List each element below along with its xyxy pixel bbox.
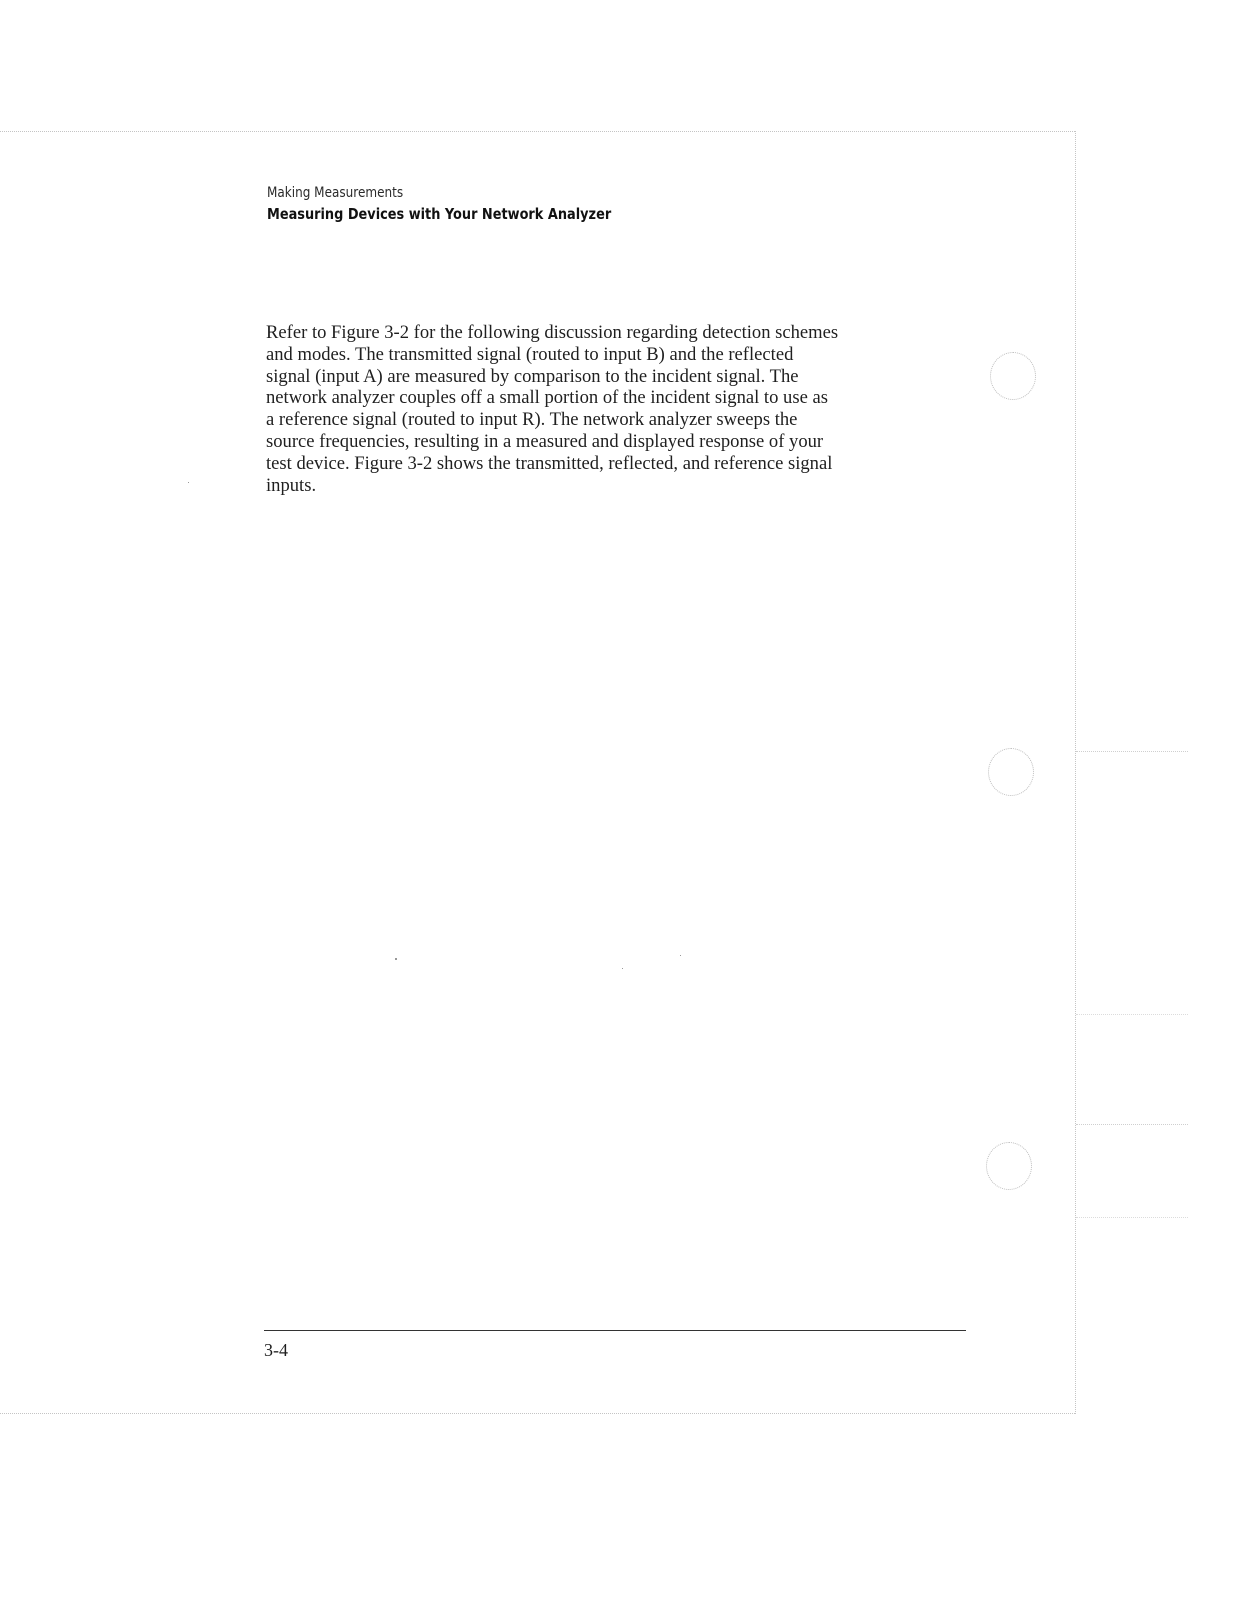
paragraph-line: network analyzer couples off a small portion of the incident signal to use as	[266, 387, 828, 409]
binder-hole-icon	[990, 352, 1036, 400]
page-trim-bottom	[0, 1413, 1075, 1414]
page-trim-right	[1075, 131, 1076, 1414]
page-title: Measuring Devices with Your Network Analyzer	[267, 205, 612, 223]
scan-speck	[188, 482, 189, 483]
paragraph-line: Refer to Figure 3-2 for the following discussion regarding detection schemes	[266, 322, 839, 343]
paragraph-line: inputs.	[266, 474, 317, 496]
tab-divider-line	[1076, 1217, 1188, 1218]
section-name: Making Measurements	[267, 185, 404, 201]
binder-hole-icon	[986, 1142, 1032, 1190]
scan-speck	[680, 955, 681, 956]
footer-rule	[264, 1330, 966, 1331]
scan-speck	[395, 958, 397, 960]
paragraph-line: test device. Figure 3-2 shows the transmitted, reflected, and reference signal	[266, 452, 833, 474]
body-paragraph	[266, 322, 966, 496]
paragraph-line: and modes. The transmitted signal (routed to input B) and the reflected	[266, 343, 794, 365]
page-number: 3-4	[264, 1340, 288, 1360]
paragraph-line: signal (input A) are measured by comparison to the incident signal. The	[266, 365, 799, 387]
tab-divider-line	[1076, 1014, 1188, 1015]
tab-divider-line	[1076, 751, 1188, 752]
tab-divider-line	[1076, 1124, 1188, 1125]
page-trim-top	[0, 131, 1075, 132]
binder-hole-icon	[988, 748, 1034, 796]
paragraph-line: source frequencies, resulting in a measured and displayed response of your	[266, 430, 824, 452]
running-header	[267, 184, 667, 224]
scan-speck	[622, 968, 623, 969]
paragraph-line: a reference signal (routed to input R). The network analyzer sweeps the	[266, 409, 798, 431]
